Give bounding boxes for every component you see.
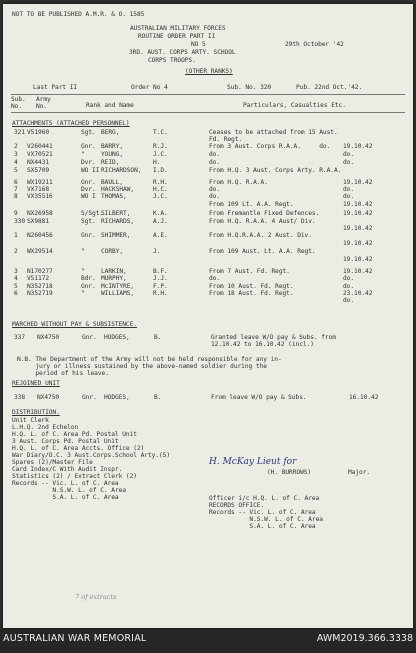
cell-sub: 6	[14, 290, 18, 297]
cell-init: J.C.	[153, 193, 168, 200]
cell-part: From 109 Lt. A.A. Regt.	[209, 201, 294, 208]
cell-sub: 3	[14, 151, 18, 158]
cell-sub: 2	[14, 248, 18, 255]
cell-rank: Sgt.	[81, 129, 96, 136]
rejoined-init: B.	[154, 394, 162, 401]
cell-date: 19.10.42	[343, 143, 373, 150]
cell-name: MURPHY,	[101, 275, 127, 282]
cell-part: From H.Q.R.A.A. 2 Aust. Div.	[209, 232, 312, 239]
cell-army: N352719	[27, 290, 53, 297]
cell-rank: Gnr.	[81, 232, 96, 239]
document-date: 29th October '42	[285, 41, 344, 48]
last-part: Last Part II	[33, 84, 78, 91]
cell-army: N352718	[27, 283, 53, 290]
cell-army: NX4431	[27, 159, 50, 166]
cell-name: SHIMMER,	[101, 232, 131, 239]
cell-part: do.	[209, 159, 221, 166]
cell-part: do.	[209, 275, 221, 282]
cell-part: From H.Q. R.A.A. 4 Aust/ Div.	[209, 218, 316, 225]
title-line-3: NO 5	[191, 41, 206, 48]
restriction-notice: NOT TO BE PUBLISHED A.M.R. & O. 1585	[12, 11, 145, 18]
cell-rank: "	[81, 151, 85, 158]
cell-date: do.	[343, 193, 355, 200]
cell-part: From H.Q. R.A.A.	[209, 179, 268, 186]
cell-init: B.F.	[153, 268, 168, 275]
col-sub-no: Sub. No.	[11, 96, 26, 110]
cell-army: NX26958	[27, 210, 53, 217]
cell-date: do.	[343, 283, 355, 290]
marched-army: NX4750	[37, 334, 60, 341]
cell-init: I.D.	[153, 167, 168, 174]
cell-rank: S/Sgt.	[81, 210, 104, 217]
cell-init: H.C.	[153, 186, 168, 193]
officer-block: Officer i/c H.Q. L. of C. Area RECORDS OFFICE. Records -- Vic. L. of C. Area N.S.W. L. of C. Area S.A. L. of C. Area	[209, 495, 323, 530]
section-rejoined: REJOINED UNIT	[12, 380, 60, 387]
cell-init: R.H.	[153, 179, 168, 186]
cell-init: A.J.	[153, 218, 168, 225]
cell-sub: 321	[14, 129, 26, 136]
cell-army: VX70521	[27, 151, 53, 158]
cell-name: REID,	[101, 159, 120, 166]
pencil-annotation: 7 of extracts	[75, 593, 117, 601]
cell-rank: WO II	[81, 167, 100, 174]
distribution-heading: DISTRIBUTION.	[12, 409, 60, 416]
cell-sub: 5	[14, 283, 18, 290]
cell-init: T.C.	[153, 129, 168, 136]
cell-init: A.E.	[153, 232, 168, 239]
pub-date: Pub. 22nd Oct.'42.	[296, 84, 363, 91]
marched-init: B.	[154, 334, 162, 341]
cell-init: H.	[153, 159, 161, 166]
cell-rank: "	[81, 268, 85, 275]
cell-rank: Dvr.	[81, 159, 96, 166]
nb-note: N.B. The Department of the Army will not be held responsible for any in- jury or illness sustained by the above-named soldier during the period of his leave.	[17, 356, 282, 377]
signature-script: H. McKay Lieut for	[209, 457, 297, 467]
cell-date: 19.10.42	[343, 256, 373, 263]
marched-rank: Gnr.	[82, 334, 97, 341]
cell-name: RICHARDSON,	[101, 167, 142, 174]
footer-bar	[0, 629, 416, 653]
cell-part: do.	[209, 193, 221, 200]
cell-name: YOUNG,	[101, 151, 124, 158]
cell-rank: Gnr.	[81, 179, 96, 186]
cell-part: Ceases to be attached from 15 Aust. Fd. Regt.	[209, 129, 338, 143]
cell-rank: Bdr.	[81, 275, 96, 282]
cell-name: SILBERT,	[101, 210, 131, 217]
cell-init: R.H.	[153, 290, 168, 297]
document-subtitle: (OTHER RANKS)	[185, 68, 233, 75]
cell-name: RICHARDS,	[101, 218, 135, 225]
cell-sub: 330	[14, 218, 26, 225]
cell-name: LARKIN,	[101, 268, 127, 275]
cell-init: K.A.	[153, 210, 168, 217]
cell-part: From 10 Aust. Fd. Regt.	[209, 283, 294, 290]
cell-army: VX7168	[27, 186, 50, 193]
cell-sub: 4	[14, 159, 18, 166]
cell-army: N170277	[27, 268, 53, 275]
col-army-no: Army No.	[36, 96, 51, 110]
cell-date: do.	[343, 297, 355, 304]
cell-init: R.J.	[153, 143, 168, 150]
cell-part: From H.Q. 3 Aust. Corps Arty. R.A.A.	[209, 167, 342, 174]
cell-rank: "	[81, 248, 85, 255]
cell-name: CORBY,	[101, 248, 124, 255]
cell-army: V51960	[27, 129, 50, 136]
rejoined-particulars: From leave W/O pay & Subs.	[211, 394, 307, 401]
signatory-rank: Major.	[348, 469, 371, 476]
cell-date: 19.10.42	[343, 179, 373, 186]
cell-date: 19.10.42	[343, 210, 373, 217]
cell-name: BARRY,	[101, 143, 124, 150]
title-line-1: AUSTRALIAN MILITARY FORCES	[130, 25, 226, 32]
rejoined-name: HODGES,	[104, 394, 130, 401]
cell-init: F.P.	[153, 283, 168, 290]
divider	[11, 94, 405, 95]
cell-part: From Fremantle Fixed Defences.	[209, 210, 320, 217]
cell-date: do.	[343, 275, 355, 282]
signatory-name: (H. BURROWS)	[267, 469, 312, 476]
cell-date: 23.10.42	[343, 290, 373, 297]
cell-name: THOMAS,	[101, 193, 127, 200]
section-marched-out: MARCHED WITHOUT PAY & SUBSISTENCE.	[12, 321, 137, 328]
footer-institution: AUSTRALIAN WAR MEMORIAL	[3, 633, 147, 644]
footer-accession: AWM2019.366.3338	[316, 633, 413, 644]
cell-army: SX5709	[27, 167, 50, 174]
cell-init: J.	[153, 248, 161, 255]
cell-name: WILLIAMS,	[101, 290, 135, 297]
rejoined-date: 16.10.42	[349, 394, 379, 401]
sub-no: Sub. No. 320	[227, 84, 272, 91]
section-attachments: ATTACHMENTS (ATTACHED PERSONNEL)	[12, 120, 130, 127]
cell-date: 19.10.42	[343, 268, 373, 275]
rejoined-sub: 338	[14, 394, 26, 401]
cell-rank: Dvr.	[81, 186, 96, 193]
cell-init: J.C.	[153, 151, 168, 158]
cell-init: J.J.	[153, 275, 168, 282]
cell-rank: Sgt.	[81, 218, 96, 225]
cell-army: SX9881	[27, 218, 50, 225]
cell-army: VX35516	[27, 193, 53, 200]
cell-sub: 7	[14, 186, 18, 193]
cell-part: From 109 Aust. Lt. A.A. Regt.	[209, 248, 316, 255]
cell-name: HACKSHAW,	[101, 186, 135, 193]
col-rank-name: Rank and Name	[86, 102, 134, 109]
cell-date: do.	[343, 159, 355, 166]
distribution-list: Unit Clerk L.H.Q. 2nd Echelon H.Q. L. of C. Area Pd. Postal Unit 3 Aust. Corps Pd. Postal Unit H.Q. L. of C. Area Accts. Office (2) War Diary/O.C. 3 Aust.Corps.School Arty.(5) Spares (2)/Master File Card Index/C With Audit Inspr. Statistics (2) / Extract Clerk (2) Records -- Vic. L. of C. Area N.S.W. L. of C. Area S.A. L. of C. Area	[12, 417, 171, 501]
title-line-5: CORPS TROOPS.	[148, 57, 196, 64]
cell-sub: 8	[14, 193, 18, 200]
cell-army: V260441	[27, 143, 53, 150]
cell-army: WX19211	[27, 179, 53, 186]
cell-date: do.	[343, 151, 355, 158]
title-line-4: 3RD. AUST. CORPS ARTY. SCHOOL	[129, 49, 236, 56]
cell-date: 19.10.42	[343, 225, 373, 232]
cell-sub: 1	[14, 232, 18, 239]
cell-sub: 6	[14, 179, 18, 186]
cell-sub: 4	[14, 275, 18, 282]
marched-name: HODGES,	[104, 334, 130, 341]
rejoined-rank: Gnr.	[82, 394, 97, 401]
document-sheet	[3, 4, 413, 628]
marched-particulars: Granted leave W/O pay & Subs. from 12.10.42 to 16.10.42 (incl.)	[211, 334, 336, 348]
cell-part: do.	[209, 151, 221, 158]
cell-sub: 9	[14, 210, 18, 217]
cell-rank: Gnr.	[81, 143, 96, 150]
cell-part: do.	[209, 186, 221, 193]
cell-army: N260456	[27, 232, 53, 239]
cell-name: BAULL,	[101, 179, 124, 186]
cell-date: 19.10.42	[343, 240, 373, 247]
cell-sub: 5	[14, 167, 18, 174]
cell-name: BERG,	[101, 129, 120, 136]
cell-army: WX29514	[27, 248, 53, 255]
title-line-2: ROUTINE ORDER PART II	[138, 33, 216, 40]
rejoined-army: NX4750	[37, 394, 60, 401]
cell-rank: Gnr.	[81, 283, 96, 290]
cell-sub: 3	[14, 268, 18, 275]
cell-rank: WO I	[81, 193, 96, 200]
cell-rank: "	[81, 290, 85, 297]
cell-sub: 2	[14, 143, 18, 150]
cell-part: From 7 Aust. Fd. Regt.	[209, 268, 290, 275]
divider	[11, 112, 405, 113]
order-no: Order No 4	[131, 84, 168, 91]
cell-date: 19.10.42	[343, 201, 373, 208]
cell-part: From 18 Aust. Fd. Regt.	[209, 290, 294, 297]
cell-part: From 3 Aust. Corps R.A.A. do.	[209, 143, 331, 150]
cell-date: do.	[343, 186, 355, 193]
cell-name: McINTYRE,	[101, 283, 135, 290]
col-particulars: Particulars, Casualties Etc.	[243, 102, 346, 109]
cell-army: V51172	[27, 275, 50, 282]
marched-sub: 337	[14, 334, 26, 341]
